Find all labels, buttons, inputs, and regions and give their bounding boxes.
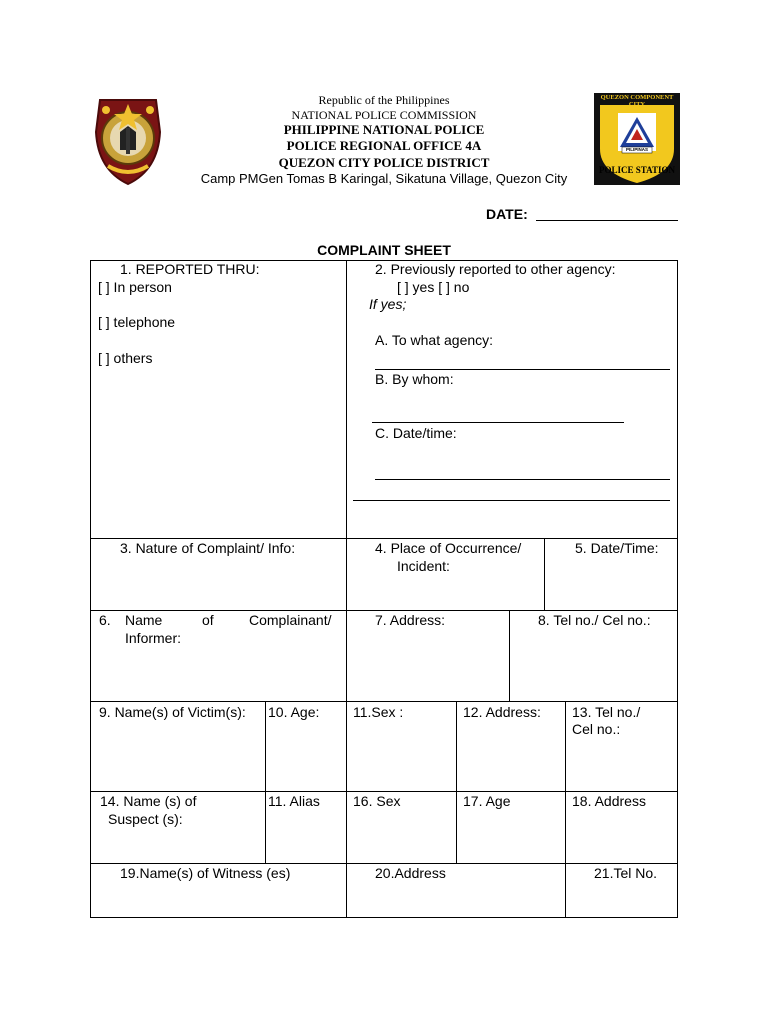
agency-line[interactable] <box>375 369 670 370</box>
header-regional-office: POLICE REGIONAL OFFICE 4A <box>286 138 482 153</box>
reported-thru-label: 1. REPORTED THRU: <box>120 261 260 277</box>
address-12-label: 12. Address: <box>463 704 541 720</box>
address-7-label: 7. Address: <box>375 612 446 628</box>
date-time-label: 5. Date/Time: <box>575 540 659 556</box>
option-others[interactable]: [ ] others <box>98 350 153 366</box>
badge-top-text: QUEZON COMPONENT CITY <box>600 94 674 108</box>
option-telephone[interactable]: [ ] telephone <box>98 314 176 330</box>
sex-11-label: 11.Sex : <box>353 704 404 720</box>
complainant-name-word: Name <box>125 612 163 628</box>
alias-label: 11. Alias <box>268 793 320 809</box>
place-of-occurrence-label-2: Incident: <box>397 558 450 574</box>
previously-reported-label: 2. Previously reported to other agency: <box>375 261 616 277</box>
datetime-label: C. Date/time: <box>375 425 457 441</box>
nature-of-complaint-label: 3. Nature of Complaint/ Info: <box>120 540 296 556</box>
age-17-label: 17. Age <box>463 793 511 809</box>
complainant-word: Complainant/ <box>249 612 332 628</box>
complainant-of-word: of <box>202 612 214 628</box>
badge-inner-text: PILIPINAS <box>625 147 648 152</box>
header-district: QUEZON CITY POLICE DISTRICT <box>278 155 490 170</box>
tel-21-label: 21.Tel No. <box>594 865 658 881</box>
by-whom-line[interactable] <box>372 422 624 423</box>
tel-13-label: 13. Tel no./ <box>572 704 641 720</box>
tel-8-label: 8. Tel no./ Cel no.: <box>538 612 651 628</box>
address-18-label: 18. Address <box>572 793 646 809</box>
witness-label: 19.Name(s) of Witness (es) <box>120 865 291 881</box>
header-pnp: PHILIPPINE NATIONAL POLICE <box>283 122 485 137</box>
tel-13-label-2: Cel no.: <box>572 721 621 737</box>
datetime-line-2[interactable] <box>353 500 670 501</box>
option-in-person[interactable]: [ ] In person <box>98 279 172 295</box>
header-napolcom: NATIONAL POLICE COMMISSION <box>291 108 477 122</box>
date-label: DATE: <box>486 206 528 222</box>
by-whom-label: B. By whom: <box>375 371 454 387</box>
address-20-label: 20.Address <box>375 865 446 881</box>
agency-label: A. To what agency: <box>375 332 494 348</box>
place-of-occurrence-label: 4. Place of Occurrence/ <box>375 540 522 556</box>
yes-no-options[interactable]: [ ] yes [ ] no <box>397 279 470 295</box>
badge-bottom-text: POLICE STATION <box>599 165 675 175</box>
informer-label: Informer: <box>125 630 182 646</box>
if-yes-label: If yes; <box>369 296 407 312</box>
datetime-line-1[interactable] <box>375 479 670 480</box>
suspect-label-2: Suspect (s): <box>108 811 183 827</box>
date-underline[interactable] <box>536 220 678 221</box>
victims-label: 9. Name(s) of Victim(s): <box>99 704 246 720</box>
header-republic: Republic of the Philippines <box>318 93 450 107</box>
age-10-label: 10. Age: <box>268 704 320 720</box>
suspect-label: 14. Name (s) of <box>100 793 197 809</box>
sex-16-label: 16. Sex <box>353 793 401 809</box>
complainant-number: 6. <box>99 612 111 628</box>
form-title: COMPLAINT SHEET <box>317 242 451 258</box>
header-address: Camp PMGen Tomas B Karingal, Sikatuna Village, Quezon City <box>200 171 568 186</box>
